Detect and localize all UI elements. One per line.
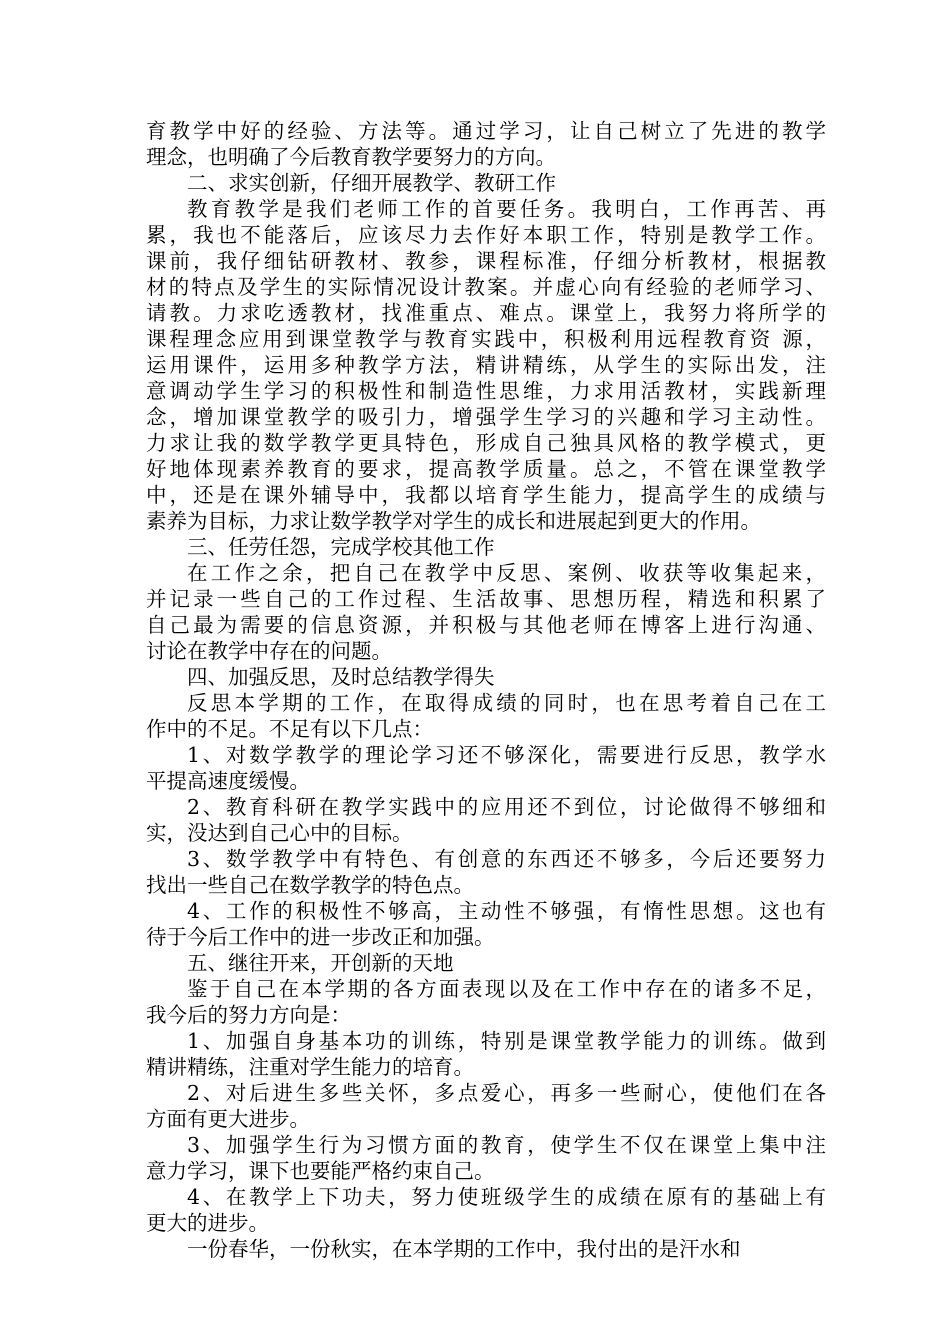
paragraph-line: 3、数学教学中有特色、有创意的东西还不够多，今后还要努力 bbox=[187, 847, 826, 871]
paragraph-line: 在工作之余，把自己在教学中反思、案例、收获等收集起来， bbox=[187, 561, 826, 585]
body-paragraph bbox=[146, 1184, 826, 1236]
paragraph-line: 意调动学生学习的积极性和制造性思维，力求用活教材，实践新理 bbox=[146, 379, 826, 403]
body-paragraph bbox=[146, 560, 826, 664]
paragraph-line: 自己最为需要的信息资源，并积极与其他老师在博客上进行沟通、 bbox=[146, 613, 826, 637]
paragraph-line: 课前，我仔细钻研教材、教参，课程标准，仔细分析教材，根据教 bbox=[146, 249, 826, 273]
heading-text: 五、继往开来，开创新的天地 bbox=[187, 951, 454, 975]
paragraph-line: 2、对后进生多些关怀，多点爱心，再多一些耐心，使他们在各 bbox=[187, 1081, 826, 1105]
section-heading bbox=[146, 664, 826, 690]
heading-text: 四、加强反思，及时总结教学得失 bbox=[187, 665, 495, 689]
paragraph-line: 4、在教学上下功夫，努力使班级学生的成绩在原有的基础上有 bbox=[187, 1185, 826, 1209]
paragraph-line: 精讲精练，注重对学生能力的培育。 bbox=[146, 1055, 474, 1079]
paragraph-line: 教育教学是我们老师工作的首要任务。我明白，工作再苦、再 bbox=[187, 197, 826, 221]
body-paragraph bbox=[146, 742, 826, 794]
paragraph-line: 4、工作的积极性不够高，主动性不够强，有惰性思想。这也有 bbox=[187, 899, 826, 923]
document-body bbox=[146, 118, 826, 1262]
paragraph-line: 我今后的努力方向是： bbox=[146, 1003, 351, 1027]
paragraph-line: 一份春华，一份秋实，在本学期的工作中，我付出的是汗水和 bbox=[187, 1237, 741, 1261]
paragraph-line: 运用课件，运用多种教学方法，精讲精练，从学生的实际出发，注 bbox=[146, 353, 826, 377]
paragraph-line: 鉴于自己在本学期的各方面表现以及在工作中存在的诸多不足， bbox=[187, 977, 826, 1001]
paragraph-line: 找出一些自己在数学教学的特色点。 bbox=[146, 873, 474, 897]
paragraph-line: 作中的不足。不足有以下几点： bbox=[146, 717, 433, 741]
paragraph-line: 1、加强自身基本功的训练，特别是课堂教学能力的训练。做到 bbox=[187, 1029, 826, 1053]
section-heading bbox=[146, 950, 826, 976]
body-paragraph bbox=[146, 898, 826, 950]
body-paragraph bbox=[146, 690, 826, 742]
paragraph-line: 请教。力求吃透教材，找准重点、难点。课堂上，我努力将所学的 bbox=[146, 301, 826, 325]
paragraph-line: 理念，也明确了今后教育教学要努力的方向。 bbox=[146, 145, 556, 169]
heading-text: 二、求实创新，仔细开展教学、教研工作 bbox=[187, 171, 556, 195]
paragraph-line: 2、教育科研在教学实践中的应用还不到位，讨论做得不够细和 bbox=[187, 795, 826, 819]
paragraph-line: 1、对数学教学的理论学习还不够深化，需要进行反思，教学水 bbox=[187, 743, 826, 767]
paragraph-line: 育教学中好的经验、方法等。通过学习，让自己树立了先进的教学 bbox=[146, 119, 826, 143]
paragraph-line: 材的特点及学生的实际情况设计教案。并虚心向有经验的老师学习、 bbox=[146, 275, 826, 299]
body-paragraph bbox=[146, 794, 826, 846]
paragraph-line: 实，没达到自己心中的目标。 bbox=[146, 821, 413, 845]
paragraph-line: 力求让我的数学教学更具特色，形成自己独具风格的教学模式，更 bbox=[146, 431, 826, 455]
paragraph-line: 待于今后工作中的进一步改正和加强。 bbox=[146, 925, 495, 949]
paragraph-line: 反思本学期的工作，在取得成绩的同时，也在思考着自己在工 bbox=[187, 691, 826, 715]
paragraph-line: 中，还是在课外辅导中，我都以培育学生能力，提高学生的成绩与 bbox=[146, 483, 826, 507]
paragraph-line: 并记录一些自己的工作过程、生活故事、思想历程，精选和积累了 bbox=[146, 587, 826, 611]
section-heading bbox=[146, 534, 826, 560]
paragraph-line: 方面有更大进步。 bbox=[146, 1107, 310, 1131]
body-paragraph bbox=[146, 1080, 826, 1132]
paragraph-line: 素养为目标，力求让数学教学对学生的成长和进展起到更大的作用。 bbox=[146, 509, 761, 533]
paragraph-line: 更大的进步。 bbox=[146, 1211, 269, 1235]
paragraph-line: 累，我也不能落后，应该尽力去作好本职工作，特别是教学工作。 bbox=[146, 223, 826, 247]
paragraph-line: 讨论在教学中存在的问题。 bbox=[146, 639, 392, 663]
body-paragraph bbox=[146, 196, 826, 534]
body-paragraph bbox=[146, 1236, 826, 1262]
paragraph-line: 好地体现素养教育的要求，提高教学质量。总之，不管在课堂教学 bbox=[146, 457, 826, 481]
body-paragraph bbox=[146, 118, 826, 170]
body-paragraph bbox=[146, 1028, 826, 1080]
body-paragraph bbox=[146, 976, 826, 1028]
paragraph-line: 念，增加课堂教学的吸引力，增强学生学习的兴趣和学习主动性。 bbox=[146, 405, 826, 429]
paragraph-line: 课程理念应用到课堂教学与教育实践中，积极利用远程教育资 源， bbox=[146, 327, 826, 351]
section-heading bbox=[146, 170, 826, 196]
body-paragraph bbox=[146, 1132, 826, 1184]
paragraph-line: 3、加强学生行为习惯方面的教育，使学生不仅在课堂上集中注 bbox=[187, 1133, 826, 1157]
paragraph-line: 意力学习，课下也要能严格约束自己。 bbox=[146, 1159, 495, 1183]
body-paragraph bbox=[146, 846, 826, 898]
paragraph-line: 平提高速度缓慢。 bbox=[146, 769, 310, 793]
heading-text: 三、任劳任怨，完成学校其他工作 bbox=[187, 535, 495, 559]
